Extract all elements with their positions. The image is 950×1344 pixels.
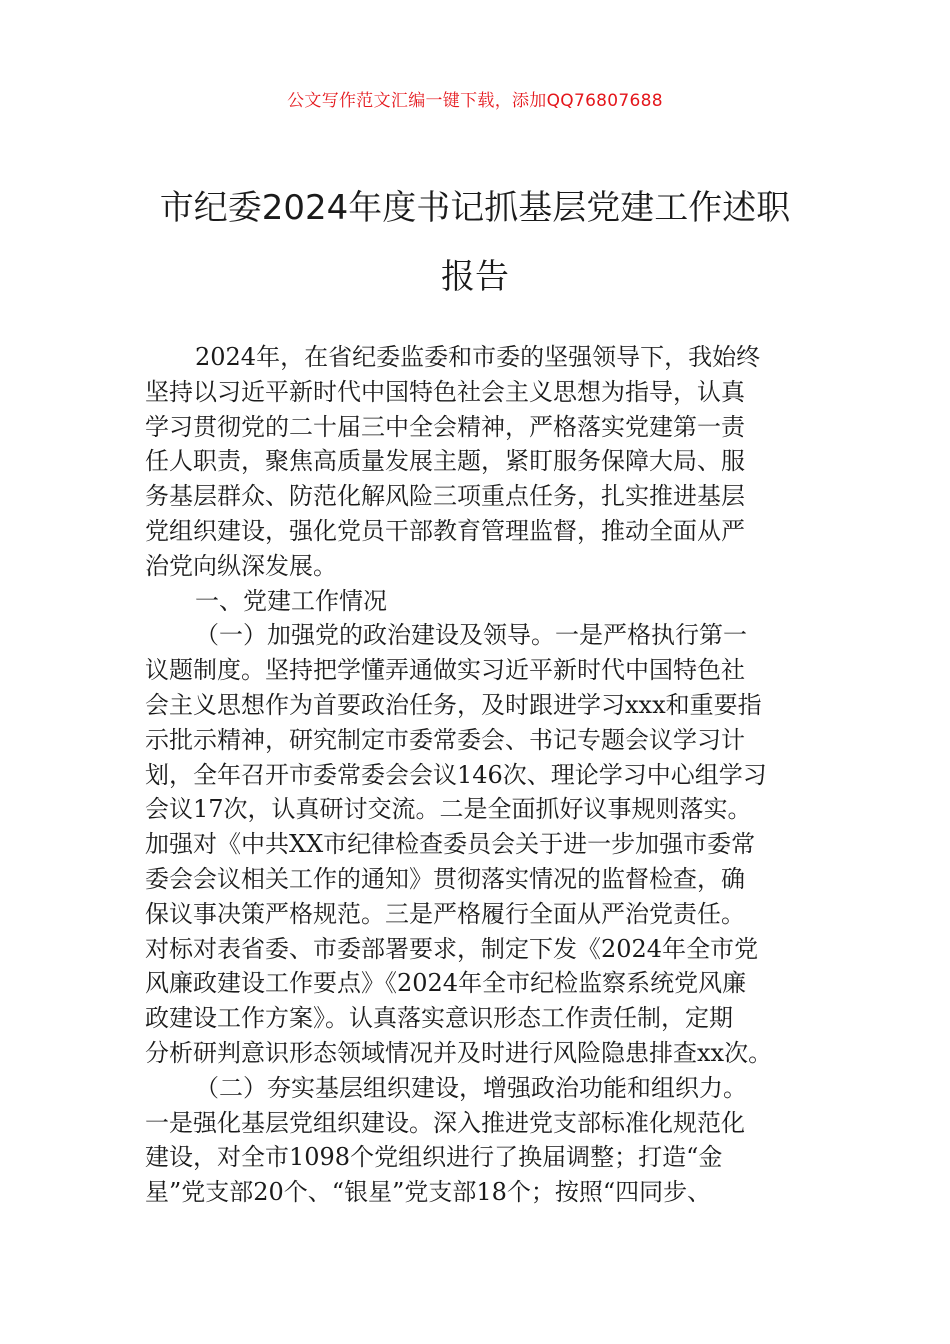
- body-line: 一是强化基层党组织建设。深入推进党支部标准化规范化: [145, 1108, 745, 1137]
- body-line: 政建设工作方案》。认真落实意识形态工作责任制，定期: [145, 1004, 733, 1033]
- document-body: [145, 340, 810, 1210]
- body-line: （二）夯实基层组织建设，增强政治功能和组织力。: [195, 1073, 747, 1102]
- body-line: 会议17次，认真研讨交流。二是全面抓好议事规则落实。: [145, 795, 752, 824]
- section-heading: 一、党建工作情况: [195, 586, 387, 615]
- body-line: 加强对《中共XX市纪律检查委员会关于进一步加强市委常: [145, 830, 756, 859]
- body-line: 划，全年召开市委常委会会议146次、理论学习中心组学习: [145, 760, 767, 789]
- body-line: 务基层群众、防范化解风险三项重点任务，扎实推进基层: [145, 482, 745, 511]
- body-line: 党组织建设，强化党员干部教育管理监督，推动全面从严: [145, 516, 745, 545]
- body-line: 2024年，在省纪委监委和市委的坚强领导下，我始终: [195, 343, 761, 371]
- body-line: 风廉政建设工作要点》《2024年全市纪检监察系统党风廉: [145, 969, 747, 998]
- document-title-line-1: 市纪委2024年度书记抓基层党建工作述职: [159, 188, 791, 228]
- body-line: 议题制度。坚持把学懂弄通做实习近平新时代中国特色社: [145, 656, 745, 685]
- body-line: 保议事决策严格规范。三是严格履行全面从严治党责任。: [145, 899, 745, 928]
- body-line: 星”党支部20个、“银星”党支部18个；按照“四同步、: [145, 1178, 712, 1207]
- body-line: 建设，对全市1098个党组织进行了换届调整；打造“金: [145, 1143, 723, 1172]
- download-banner: 公文写作范文汇编一键下载，添加QQ76807688: [287, 91, 663, 111]
- body-line: 对标对表省委、市委部署要求，制定下发《2024年全市党: [145, 934, 759, 963]
- body-line: 任人职责，聚焦高质量发展主题，紧盯服务保障大局、服: [145, 447, 745, 476]
- body-line: 治党向纵深发展。: [145, 551, 337, 580]
- body-line: 学习贯彻党的二十届三中全会精神，严格落实党建第一责: [145, 412, 745, 441]
- body-line: （一）加强党的政治建设及领导。一是严格执行第一: [195, 621, 747, 650]
- body-line: 分析研判意识形态领域情况并及时进行风险隐患排查xx次。: [145, 1038, 773, 1067]
- document-title-line-2: 报告: [441, 257, 509, 297]
- body-line: 委会会议相关工作的通知》贯彻落实情况的监督检查，确: [145, 864, 745, 893]
- body-line: 坚持以习近平新时代中国特色社会主义思想为指导，认真: [145, 377, 745, 406]
- body-line: 示批示精神，研究制定市委常委会、书记专题会议学习计: [145, 725, 745, 754]
- body-line: 会主义思想作为首要政治任务，及时跟进学习xxx和重要指: [145, 690, 762, 719]
